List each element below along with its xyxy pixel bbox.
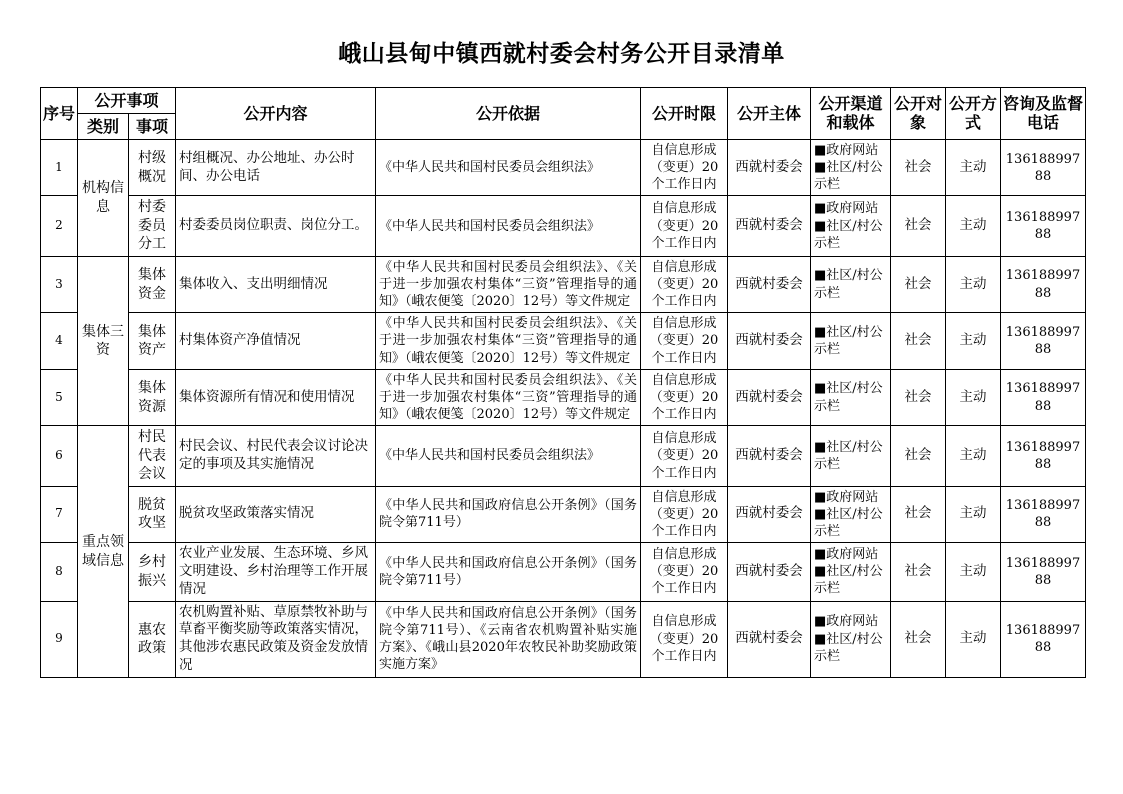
cell-channel: [811, 139, 891, 195]
table-row: [41, 426, 1086, 486]
header-subject: 公开主体: [728, 87, 811, 139]
table-row: [41, 256, 1086, 312]
cell-content: 村集体资产净值情况: [176, 313, 376, 369]
cell-content: 集体收入、支出明细情况: [176, 256, 376, 312]
cell-seq: 6: [41, 426, 78, 486]
header-content: 公开内容: [176, 87, 376, 139]
channel-option: ■政府网站: [814, 614, 879, 630]
header-audience: 公开对象: [891, 87, 946, 139]
disclosure-directory-table: [40, 87, 1086, 678]
header-phone: 咨询及监督电话: [1001, 87, 1086, 139]
cell-channel: [811, 369, 891, 425]
cell-audience: 社会: [891, 256, 946, 312]
cell-phone: 13618899788: [1001, 426, 1086, 486]
cell-method: 主动: [946, 313, 1001, 369]
cell-phone: 13618899788: [1001, 313, 1086, 369]
cell-audience: 社会: [891, 139, 946, 195]
cell-item: 集体资源: [129, 369, 176, 425]
channel-option: ■社区/村公示栏: [814, 439, 883, 472]
cell-basis: 《中华人民共和国村民委员会组织法》: [376, 196, 641, 256]
cell-phone: 13618899788: [1001, 486, 1086, 542]
cell-basis: 《中华人民共和国村民委员会组织法》: [376, 426, 641, 486]
cell-item: 集体资金: [129, 256, 176, 312]
cell-item: 惠农政策: [129, 601, 176, 677]
table-row: [41, 369, 1086, 425]
cell-method: 主动: [946, 369, 1001, 425]
channel-option: ■社区/村公示栏: [814, 631, 883, 664]
channel-option: ■政府网站: [814, 547, 879, 563]
cell-basis: 《中华人民共和国政府信息公开条例》（国务院令第711号）、《云南省农机购置补贴实施方案》、《峨山县2020年农牧民补助奖励政策实施方案》: [376, 601, 641, 677]
channel-option: ■社区/村公示栏: [814, 268, 883, 301]
channel-option: ■社区/村公示栏: [814, 564, 883, 597]
cell-content: 村组概况、办公地址、办公时间、办公电话: [176, 139, 376, 195]
cell-method: 主动: [946, 256, 1001, 312]
table-row: [41, 196, 1086, 256]
cell-content: 村民会议、村民代表会议讨论决定的事项及其实施情况: [176, 426, 376, 486]
cell-seq: 2: [41, 196, 78, 256]
cell-content: 村委委员岗位职责、岗位分工。: [176, 196, 376, 256]
header-method: 公开方式: [946, 87, 1001, 139]
cell-content: 集体资源所有情况和使用情况: [176, 369, 376, 425]
cell-deadline: 自信息形成（变更）20个工作日内: [641, 426, 728, 486]
cell-item: 村级概况: [129, 139, 176, 195]
cell-method: 主动: [946, 601, 1001, 677]
cell-category: 重点领域信息: [78, 426, 129, 678]
table-row: [41, 486, 1086, 542]
cell-method: 主动: [946, 426, 1001, 486]
header-row-top: [41, 87, 1086, 113]
cell-method: 主动: [946, 486, 1001, 542]
page-title: 峨山县甸中镇西就村委会村务公开目录清单: [338, 40, 785, 67]
cell-basis: 《中华人民共和国政府信息公开条例》（国务院令第711号）: [376, 486, 641, 542]
cell-category: 集体三资: [78, 256, 129, 425]
cell-item: 村民代表会议: [129, 426, 176, 486]
cell-audience: 社会: [891, 426, 946, 486]
cell-subject: 西就村委会: [728, 601, 811, 677]
cell-method: 主动: [946, 139, 1001, 195]
cell-seq: 7: [41, 486, 78, 542]
channel-option: ■社区/村公示栏: [814, 381, 883, 414]
cell-item: 乡村振兴: [129, 543, 176, 601]
table-body: [41, 139, 1086, 677]
cell-seq: 8: [41, 543, 78, 601]
cell-deadline: 自信息形成（变更）20个工作日内: [641, 543, 728, 601]
cell-phone: 13618899788: [1001, 256, 1086, 312]
channel-option: ■政府网站: [814, 489, 879, 505]
table-row: [41, 313, 1086, 369]
cell-subject: 西就村委会: [728, 426, 811, 486]
table-row: [41, 601, 1086, 677]
cell-subject: 西就村委会: [728, 486, 811, 542]
cell-audience: 社会: [891, 543, 946, 601]
cell-phone: 13618899788: [1001, 139, 1086, 195]
cell-item: 村委委员分工: [129, 196, 176, 256]
cell-content: 脱贫攻坚政策落实情况: [176, 486, 376, 542]
cell-basis: 《中华人民共和国村民委员会组织法》、《关于进一步加强农村集体“三资”管理指导的通知》（峨农便笺〔2020〕12号）等文件规定: [376, 256, 641, 312]
header-deadline: 公开时限: [641, 87, 728, 139]
cell-phone: 13618899788: [1001, 601, 1086, 677]
header-group-matter: 公开事项: [78, 87, 176, 113]
cell-subject: 西就村委会: [728, 313, 811, 369]
cell-basis: 《中华人民共和国村民委员会组织法》、《关于进一步加强农村集体“三资”管理指导的通知》（峨农便笺〔2020〕12号）等文件规定: [376, 313, 641, 369]
cell-content: 农业产业发展、生态环境、乡风文明建设、乡村治理等工作开展情况: [176, 543, 376, 601]
cell-channel: [811, 426, 891, 486]
cell-audience: 社会: [891, 369, 946, 425]
cell-channel: [811, 196, 891, 256]
cell-channel: [811, 601, 891, 677]
cell-item: 脱贫攻坚: [129, 486, 176, 542]
table-container: [0, 87, 1123, 678]
channel-option: ■社区/村公示栏: [814, 324, 883, 358]
cell-item: 集体资产: [129, 313, 176, 369]
channel-option: ■社区/村公示栏: [814, 506, 883, 539]
cell-subject: 西就村委会: [728, 256, 811, 312]
cell-subject: 西就村委会: [728, 543, 811, 601]
channel-option: ■社区/村公示栏: [814, 160, 883, 193]
cell-channel: [811, 543, 891, 601]
cell-seq: 3: [41, 256, 78, 312]
cell-method: 主动: [946, 543, 1001, 601]
cell-seq: 5: [41, 369, 78, 425]
header-seq: 序号: [41, 87, 78, 139]
cell-audience: 社会: [891, 486, 946, 542]
table-header: [41, 87, 1086, 139]
cell-deadline: 自信息形成（变更）20个工作日内: [641, 196, 728, 256]
cell-channel: [811, 313, 891, 369]
channel-option: ■政府网站: [814, 201, 879, 217]
cell-phone: 13618899788: [1001, 543, 1086, 601]
header-basis: 公开依据: [376, 87, 641, 139]
header-item: 事项: [129, 113, 176, 139]
table-row: [41, 139, 1086, 195]
cell-audience: 社会: [891, 313, 946, 369]
channel-option: ■社区/村公示栏: [814, 218, 883, 251]
cell-seq: 9: [41, 601, 78, 677]
cell-seq: 4: [41, 313, 78, 369]
cell-deadline: 自信息形成（变更）20个工作日内: [641, 139, 728, 195]
header-channel: 公开渠道和载体: [811, 87, 891, 139]
cell-category: 机构信息: [78, 139, 129, 256]
cell-deadline: 自信息形成（变更）20个工作日内: [641, 313, 728, 369]
cell-channel: [811, 256, 891, 312]
cell-method: 主动: [946, 196, 1001, 256]
cell-audience: 社会: [891, 601, 946, 677]
channel-option: ■政府网站: [814, 142, 879, 158]
cell-deadline: 自信息形成（变更）20个工作日内: [641, 601, 728, 677]
cell-deadline: 自信息形成（变更）20个工作日内: [641, 256, 728, 312]
cell-phone: 13618899788: [1001, 196, 1086, 256]
cell-subject: 西就村委会: [728, 196, 811, 256]
cell-deadline: 自信息形成（变更）20个工作日内: [641, 486, 728, 542]
cell-subject: 西就村委会: [728, 139, 811, 195]
table-row: [41, 543, 1086, 601]
cell-deadline: 自信息形成（变更）20个工作日内: [641, 369, 728, 425]
header-category: 类别: [78, 113, 129, 139]
cell-basis: 《中华人民共和国村民委员会组织法》: [376, 139, 641, 195]
cell-phone: 13618899788: [1001, 369, 1086, 425]
cell-audience: 社会: [891, 196, 946, 256]
cell-basis: 《中华人民共和国村民委员会组织法》、《关于进一步加强农村集体“三资”管理指导的通知》（峨农便笺〔2020〕12号）等文件规定: [376, 369, 641, 425]
cell-channel: [811, 486, 891, 542]
cell-content: 农机购置补贴、草原禁牧补助与草畜平衡奖励等政策落实情况，其他涉农惠民政策及资金发放情况: [176, 601, 376, 677]
cell-seq: 1: [41, 139, 78, 195]
cell-subject: 西就村委会: [728, 369, 811, 425]
cell-basis: 《中华人民共和国政府信息公开条例》（国务院令第711号）: [376, 543, 641, 601]
